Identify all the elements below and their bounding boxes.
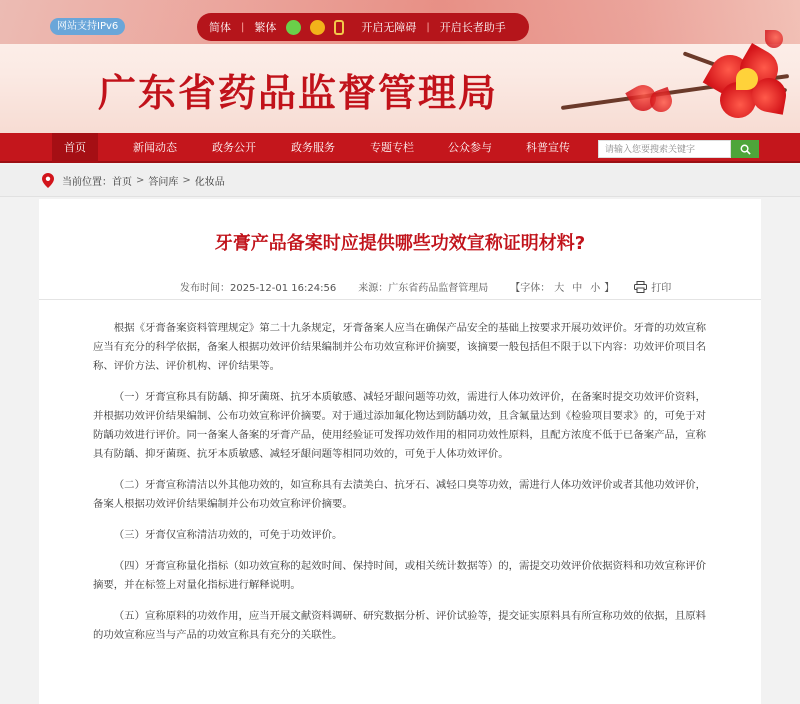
font-size-label: 【字体： bbox=[510, 283, 551, 294]
font-size-large-button[interactable]: 大 bbox=[554, 283, 565, 294]
nav-item-home[interactable]: 首页 bbox=[52, 133, 98, 163]
breadcrumb bbox=[0, 165, 800, 197]
barrier-free-link[interactable]: 开启无障碍 bbox=[361, 21, 417, 34]
toolbar-separator: | bbox=[241, 21, 245, 33]
print-label: 打印 bbox=[651, 283, 672, 294]
article-paragraph: （三）牙膏仅宣称清洁功效的，可免于功效评价。 bbox=[113, 529, 343, 541]
article-paragraph: 根据《牙膏备案资料管理规定》第二十九条规定，牙膏备案人应当在确保产品安全的基础上按要求开展功效评价。牙膏的功效宣称应当有充分的科学依据，备案人根据功效评价结果编制并公布功效宣称评价摘要，该摘要一般包括但不限于以下内容：功效评价项目名称、评价方法、评价机构、评价结果等。 bbox=[93, 322, 707, 372]
nav-item-gov-affairs-open[interactable]: 政务公开 bbox=[212, 141, 256, 154]
breadcrumb-prefix: 当前位置： bbox=[62, 177, 112, 188]
print-button[interactable] bbox=[634, 279, 671, 294]
simplified-chinese-link[interactable]: 简体 bbox=[209, 21, 231, 34]
toolbar-separator: | bbox=[426, 21, 430, 33]
article-title: 牙膏产品备案时应提供哪些功效宣称证明材料? bbox=[214, 233, 586, 254]
mobile-icon[interactable] bbox=[334, 20, 344, 35]
wechat-icon[interactable] bbox=[286, 20, 301, 35]
search-icon bbox=[740, 144, 751, 155]
article-meta bbox=[180, 279, 671, 294]
header-toolbar bbox=[197, 13, 529, 41]
article-card bbox=[39, 199, 761, 704]
site-header bbox=[0, 0, 800, 133]
ipv6-badge: 网站支持IPv6 bbox=[50, 18, 125, 35]
kapok-flower-graphic bbox=[560, 30, 800, 133]
breadcrumb-item-cosmetics[interactable]: 化妆品 bbox=[194, 177, 225, 188]
nav-item-special-topics[interactable]: 专题专栏 bbox=[370, 141, 414, 154]
article-paragraph: （二）牙膏宣称清洁以外其他功效的，如宣称具有去渍美白、抗牙石、减轻口臭等功效，需进行人体功效评价或者其他功效评价，备案人根据功效评价结果编制并公布功效宣称评价摘要。 bbox=[93, 479, 707, 510]
traditional-chinese-link[interactable]: 繁体 bbox=[254, 21, 277, 34]
nav-item-news[interactable]: 新闻动态 bbox=[133, 141, 177, 154]
nav-item-public-participation[interactable]: 公众参与 bbox=[448, 141, 492, 154]
article-source: 来源：广东省药品监督管理局 bbox=[358, 283, 489, 294]
publish-time: 发布时间：2025-12-01 16:24:56 bbox=[180, 283, 337, 294]
breadcrumb-separator: > bbox=[136, 175, 145, 186]
nav-item-gov-services[interactable]: 政务服务 bbox=[291, 141, 335, 154]
breadcrumb-item-home[interactable]: 首页 bbox=[112, 177, 132, 188]
article-paragraph: （一）牙膏宣称具有防龋、抑牙菌斑、抗牙本质敏感、减轻牙龈问题等功效，需进行人体功效评价，在备案时提交功效评价资料，并根据功效评价结果编制、公布功效宣称评价摘要。对于通过添加氟化物达到防龋功效，且含氟量达到《检验项目要求》的，可免于对防龋功效进行评价。同一备案人备案的牙膏产品，使用经验证可发挥功效作用的相同功效性原料，且配方浓度不低于已备案产品，宣称具有防龋、抑牙菌斑、抗牙本质敏感、减轻牙龈问题等相同功效的，可免于人体功效评价。 bbox=[93, 391, 707, 460]
weibo-icon[interactable] bbox=[310, 20, 325, 35]
elder-assist-link[interactable]: 开启长者助手 bbox=[439, 21, 506, 34]
article-paragraph: （四）牙膏宣称量化指标（如功效宣称的起效时间、保持时间，或相关统计数据等）的，需提交功效评价依据资料和功效宣称评价摘要，并在标签上对量化指标进行解释说明。 bbox=[93, 560, 707, 591]
font-size-medium-button[interactable]: 中 bbox=[572, 283, 583, 294]
search-input[interactable]: 请输入您要搜索关键字 bbox=[598, 140, 731, 158]
font-size-bracket: 】 bbox=[604, 283, 615, 294]
breadcrumb-item-qa-library[interactable]: 答问库 bbox=[148, 177, 179, 188]
site-title: 广东省药品监督管理局 bbox=[98, 70, 499, 115]
article-body bbox=[93, 319, 713, 657]
location-pin-icon bbox=[42, 173, 54, 188]
nav-item-science-popularization[interactable]: 科普宣传 bbox=[526, 141, 570, 154]
font-size-small-button[interactable]: 小 bbox=[590, 283, 601, 294]
print-icon bbox=[634, 281, 647, 293]
breadcrumb-separator: > bbox=[182, 175, 191, 186]
search-button[interactable] bbox=[731, 140, 759, 158]
article-paragraph: （五）宣称原料的功效作用，应当开展文献资料调研、研究数据分析、评价试验等，提交证实原料具有所宣称功效的依据，且原料的功效宣称应当与产品的功效宣称具有充分的关联性。 bbox=[93, 610, 707, 641]
meta-divider bbox=[39, 299, 761, 300]
